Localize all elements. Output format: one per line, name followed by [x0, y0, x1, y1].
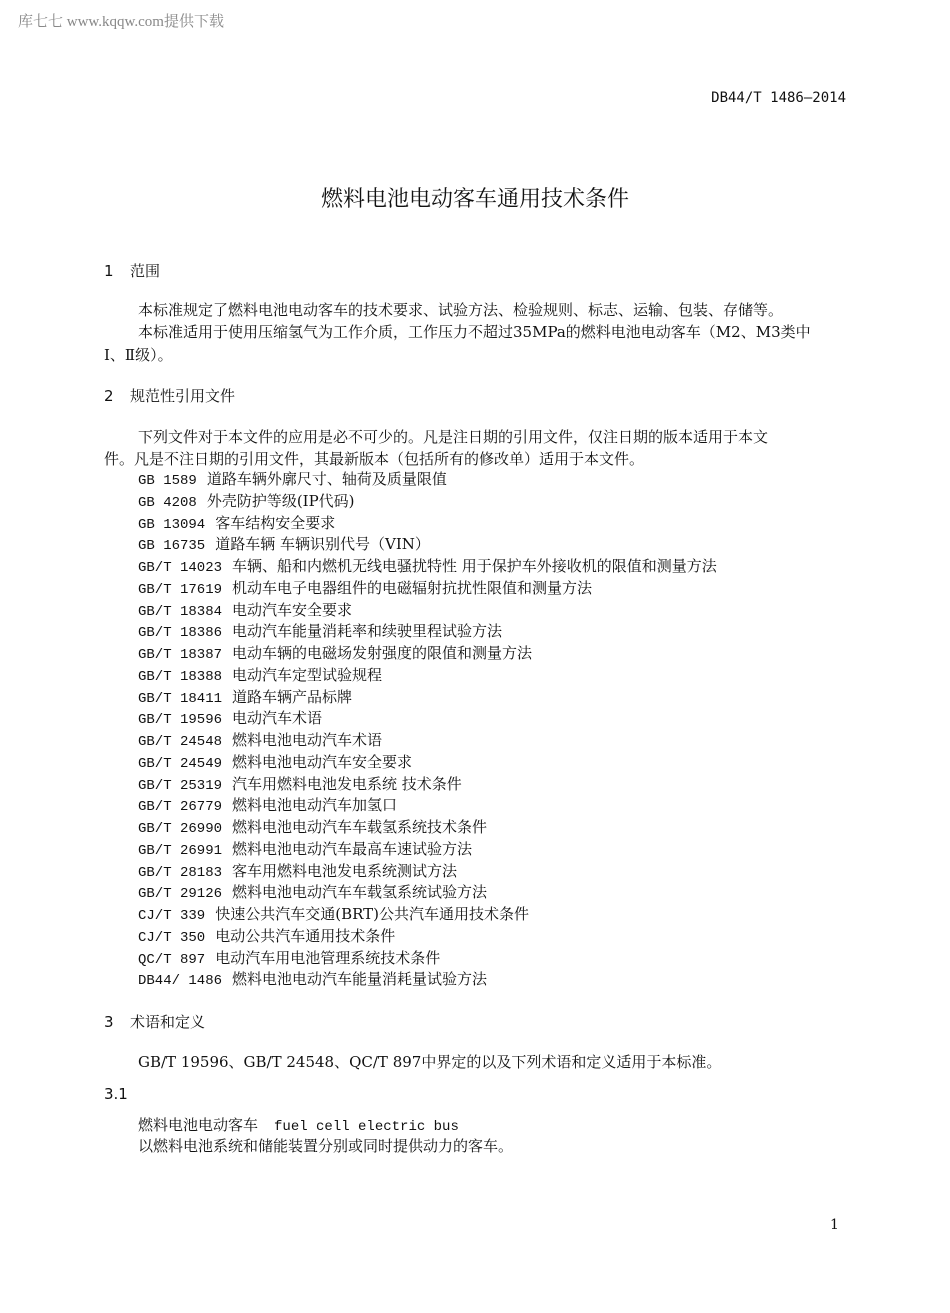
reference-item [138, 621, 717, 643]
paragraph-line: 本标准适用于使用压缩氢气为工作介质，工作压力不超过35MPa的燃料电池电动客车（M2、M3类中 [138, 323, 811, 341]
reference-title: 道路车辆产品标牌 [232, 687, 353, 706]
reference-item [138, 752, 717, 774]
normative-references-list [138, 469, 717, 991]
section-title: 范围 [130, 262, 161, 280]
reference-title: 外壳防护等级(IP代码) [206, 491, 355, 510]
section-number: 1 [104, 262, 114, 280]
reference-title: 燃料电池电动汽车术语 [232, 731, 383, 749]
reference-item [138, 948, 717, 970]
reference-code: GB 16735 [138, 538, 206, 555]
reference-code: GB/T 26990 [138, 821, 223, 837]
reference-title: 燃料电池电动汽车安全要求 [232, 752, 413, 771]
section-2-heading [104, 385, 235, 407]
reference-item [138, 513, 717, 535]
page-number: 1 [830, 1217, 839, 1233]
reference-code: GB/T 26779 [138, 799, 223, 816]
reference-code: GB/T 18387 [138, 647, 223, 663]
reference-code: GB/T 18384 [138, 603, 223, 620]
section-3-heading [104, 1011, 205, 1033]
reference-title: 道路车辆 车辆识别代号（VIN） [215, 535, 430, 554]
reference-item [138, 817, 717, 839]
term-chinese: 燃料电池电动客车 [138, 1116, 259, 1134]
reference-code: CJ/T 339 [138, 908, 206, 924]
reference-code: GB/T 18411 [138, 690, 223, 707]
reference-code: QC/T 897 [138, 951, 206, 968]
reference-item [138, 795, 717, 817]
reference-item [138, 534, 717, 556]
paragraph-line: 件。凡是不注日期的引用文件，其最新版本（包括所有的修改单）适用于本文件。 [104, 450, 645, 468]
reference-title: 电动车辆的电磁场发射强度的限值和测量方法 [232, 644, 533, 662]
reference-title: 燃料电池电动汽车最高车速试验方法 [232, 839, 473, 858]
reference-title: 燃料电池电动汽车车载氢系统试验方法 [232, 883, 488, 902]
reference-code: GB/T 29126 [138, 886, 223, 903]
paragraph-line: GB/T 19596、GB/T 24548、QC/T 897中界定的以及下列术语和定义适用于本标准。 [138, 1053, 722, 1071]
reference-item [138, 578, 717, 600]
reference-code: GB/T 26991 [138, 842, 223, 859]
reference-code: GB/T 28183 [138, 864, 223, 881]
reference-code: GB/T 14023 [138, 560, 223, 576]
reference-title: 快速公共汽车交通(BRT)公共汽车通用技术条件 [215, 905, 529, 923]
reference-code: CJ/T 350 [138, 929, 206, 946]
reference-item [138, 708, 717, 730]
reference-code: DB44/ 1486 [138, 973, 223, 990]
paragraph-line: 本标准规定了燃料电池电动客车的技术要求、试验方法、检验规则、标志、运输、包装、存储等。 [138, 301, 784, 319]
reference-code: GB 1589 [138, 473, 197, 489]
document-title: 燃料电池电动客车通用技术条件 [320, 187, 629, 212]
reference-code: GB/T 17619 [138, 581, 223, 598]
reference-item [138, 904, 717, 926]
section-title: 规范性引用文件 [130, 387, 236, 405]
reference-code: GB/T 24549 [138, 755, 223, 772]
reference-item [138, 774, 717, 796]
reference-title: 燃料电池电动汽车加氢口 [232, 796, 398, 815]
reference-code: GB/T 24548 [138, 734, 223, 750]
section-1-heading [104, 260, 160, 282]
reference-item [138, 469, 717, 491]
reference-item [138, 491, 717, 513]
reference-item [138, 882, 717, 904]
reference-item [138, 730, 717, 752]
reference-title: 客车结构安全要求 [215, 513, 336, 532]
reference-code: GB/T 18388 [138, 668, 223, 685]
reference-title: 燃料电池电动汽车能量消耗量试验方法 [232, 970, 488, 989]
reference-title: 电动汽车术语 [232, 709, 323, 728]
paragraph-line: Ⅰ、Ⅱ级）。 [104, 346, 173, 364]
reference-title: 电动汽车安全要求 [232, 600, 353, 619]
watermark: 库七七 www.kqqw.com提供下载 [18, 14, 224, 30]
reference-code: GB 4208 [138, 494, 197, 511]
reference-title: 电动汽车用电池管理系统技术条件 [215, 948, 441, 967]
reference-title: 电动公共汽车通用技术条件 [215, 926, 396, 945]
reference-code: GB 13094 [138, 516, 206, 533]
term-definition: 以燃料电池系统和储能装置分别或同时提供动力的客车。 [138, 1137, 514, 1155]
reference-title: 燃料电池电动汽车车载氢系统技术条件 [232, 818, 488, 836]
reference-item [138, 665, 717, 687]
reference-title: 车辆、船和内燃机无线电骚扰特性 用于保护车外接收机的限值和测量方法 [232, 557, 717, 575]
subsection-number: 3.1 [104, 1085, 128, 1103]
reference-item [138, 687, 717, 709]
reference-title: 机动车电子电器组件的电磁辐射抗扰性限值和测量方法 [232, 578, 593, 597]
reference-item [138, 839, 717, 861]
section-title: 术语和定义 [130, 1013, 206, 1031]
term-english: fuel cell electric bus [274, 1119, 459, 1135]
reference-title: 客车用燃料电池发电系统测试方法 [232, 861, 458, 880]
reference-item [138, 926, 717, 948]
reference-title: 电动汽车能量消耗率和续驶里程试验方法 [232, 622, 503, 641]
reference-item [138, 969, 717, 991]
reference-code: GB/T 25319 [138, 777, 223, 794]
reference-title: 道路车辆外廓尺寸、轴荷及质量限值 [206, 470, 447, 488]
reference-item [138, 861, 717, 883]
section-number: 3 [104, 1013, 114, 1031]
paragraph-line: 下列文件对于本文件的应用是必不可少的。凡是注日期的引用文件，仅注日期的版本适用于本文 [138, 428, 769, 446]
reference-item [138, 556, 717, 578]
reference-title: 汽车用燃料电池发电系统 技术条件 [232, 774, 462, 793]
reference-item [138, 600, 717, 622]
reference-code: GB/T 18386 [138, 625, 223, 642]
reference-code: GB/T 19596 [138, 712, 223, 729]
reference-item [138, 643, 717, 665]
document-code: DB44/T 1486—2014 [711, 90, 846, 106]
section-number: 2 [104, 387, 114, 405]
reference-title: 电动汽车定型试验规程 [232, 665, 383, 684]
